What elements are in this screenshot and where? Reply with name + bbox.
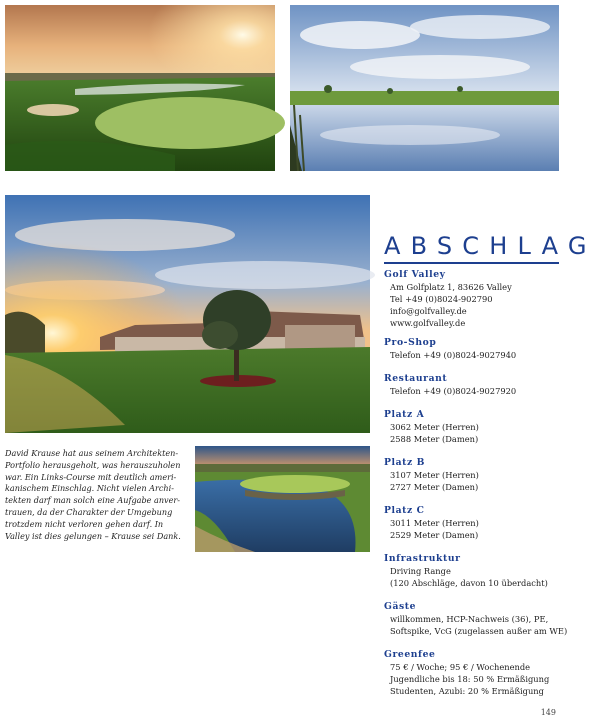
photo-clubhouse-sunset [5, 195, 370, 433]
caption-line: war. Ein Links-Course mit deutlich ameri- [5, 471, 177, 482]
caption-line: tekten darf man solch eine Aufgabe anver- [5, 495, 180, 506]
photo-island-green [195, 446, 370, 552]
section-title: Platz B [384, 457, 425, 468]
section-title: Infrastruktur [384, 553, 461, 564]
info-section-platz-c [384, 505, 562, 541]
guest-rule: willkommen, HCP-Nachweis (36), PE, [390, 614, 549, 624]
caption-line: David Krause hat aus seinem Architekten- [5, 448, 179, 458]
course-length: 2588 Meter (Damen) [390, 434, 479, 444]
info-section-infrastruktur [384, 553, 562, 589]
info-section-greenfee [384, 649, 562, 697]
info-section-gaeste [384, 601, 568, 637]
price-line: Jugendliche bis 18: 50 % Ermäßigung [390, 674, 550, 684]
section-title: Gäste [384, 601, 417, 612]
info-section-platz-a [384, 409, 562, 445]
section-title: Restaurant [384, 373, 448, 384]
caption-line: trotzdem nicht verloren gehen darf. In [5, 518, 164, 529]
course-length: 3062 Meter (Herren) [390, 422, 479, 432]
price-line: Studenten, Azubi: 20 % Ermäßigung [390, 686, 544, 696]
info-section-restaurant [384, 373, 562, 397]
phone-line: Telefon +49 (0)8024-9027940 [390, 350, 517, 360]
section-title: Platz C [384, 505, 425, 516]
info-section-golf-valley [384, 269, 562, 329]
facility-line: Driving Range [390, 566, 451, 576]
facility-line: (120 Abschläge, davon 10 überdacht) [390, 578, 548, 588]
section-title: Pro-Shop [384, 337, 437, 348]
course-length: 3011 Meter (Herren) [390, 518, 479, 528]
phone-line: Telefon +49 (0)8024-9027920 [390, 386, 517, 396]
section-title: Greenfee [384, 649, 436, 660]
heading-underline [384, 262, 559, 264]
section-title: Golf Valley [384, 269, 446, 280]
caption-line: kanischem Einschlag. Nicht vielen Archi- [5, 483, 174, 494]
price-line: 75 € / Woche; 95 € / Wochenende [390, 662, 531, 672]
caption-line: Valley ist dies gelungen – Krause sei Dank. [5, 530, 181, 541]
photo-golf-green-sunset [5, 5, 275, 171]
email-link[interactable]: info@golfvalley.de [390, 306, 467, 316]
caption-line: trauen, da der Charakter der Umgebung [5, 506, 173, 517]
info-column [384, 269, 568, 697]
photo-lake-reflection [290, 5, 559, 171]
address-line: Am Golfplatz 1, 83626 Valley [390, 282, 512, 292]
guest-rule: Softspike, VcG (zugelassen außer am WE) [390, 626, 568, 636]
course-length: 3107 Meter (Herren) [390, 470, 479, 480]
caption-line: Portfolio herausgeholt, was herauszuholen [5, 459, 181, 470]
info-section-pro-shop [384, 337, 562, 361]
website-link[interactable]: www.golfvalley.de [390, 318, 466, 328]
info-section-platz-b [384, 457, 562, 493]
course-length: 2529 Meter (Damen) [390, 530, 479, 540]
section-title: Platz A [384, 409, 425, 420]
course-length: 2727 Meter (Damen) [390, 482, 479, 492]
article-caption [5, 448, 188, 542]
phone-line: Tel +49 (0)8024-902790 [390, 294, 493, 304]
page-number: 149 [540, 708, 556, 717]
section-heading: ABSCHLAG [384, 232, 597, 260]
